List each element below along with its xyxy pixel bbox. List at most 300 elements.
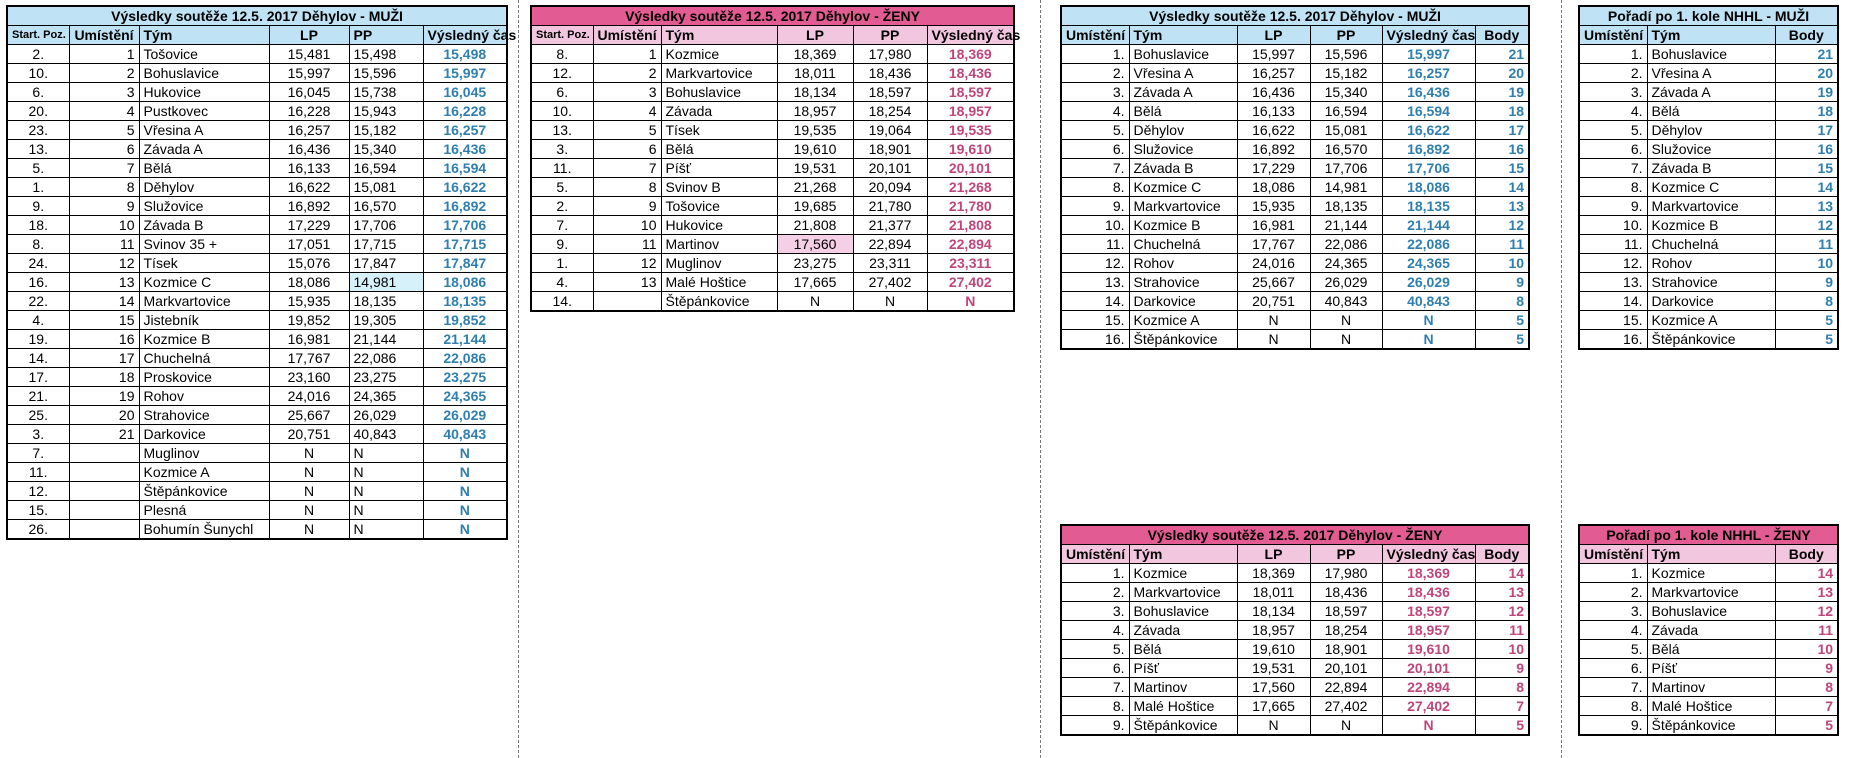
- cell-final-time: 15,498: [423, 45, 507, 64]
- table-row: [7, 45, 507, 64]
- cell-team: Strahovice: [1647, 273, 1775, 292]
- cell-final-time: N: [423, 520, 507, 540]
- cell-placement: 8.: [1579, 697, 1647, 716]
- cell-team: Děhylov: [139, 178, 269, 197]
- cell-team: Bělá: [139, 159, 269, 178]
- cell-final-time: 23,311: [927, 254, 1014, 273]
- cell-team: Hukovice: [139, 83, 269, 102]
- cell-team: Štěpánkovice: [1647, 716, 1775, 736]
- table-row: [1579, 197, 1838, 216]
- cell-right-track: 23,311: [853, 254, 927, 273]
- column-header-final-time: Výsledný čas: [423, 26, 507, 45]
- column-header-placement: Umístění: [593, 26, 661, 45]
- cell-placement: 6.: [1061, 140, 1129, 159]
- table-row: [1061, 216, 1529, 235]
- cell-team: Bohuslavice: [661, 83, 777, 102]
- cell-team: Kozmice: [1129, 564, 1237, 583]
- cell-right-track: 22,086: [349, 349, 423, 368]
- cell-left-track: N: [777, 292, 853, 312]
- table-row: [7, 425, 507, 444]
- cell-left-track: 16,436: [1237, 83, 1310, 102]
- table-row: [1579, 697, 1838, 716]
- cell-team: Štěpánkovice: [1647, 330, 1775, 350]
- cell-points: 13: [1775, 583, 1838, 602]
- cell-final-time: 26,029: [1382, 273, 1475, 292]
- cell-right-track: 20,101: [1310, 659, 1382, 678]
- table-row: [1579, 640, 1838, 659]
- cell-left-track: 17,560: [777, 235, 853, 254]
- cell-right-track: 16,570: [1310, 140, 1382, 159]
- cell-points: 11: [1775, 621, 1838, 640]
- table-row: [1579, 235, 1838, 254]
- cell-team: Bělá: [1647, 102, 1775, 121]
- cell-start-position: 9.: [7, 197, 69, 216]
- cell-start-position: 8.: [531, 45, 593, 64]
- cell-left-track: 17,229: [269, 216, 349, 235]
- cell-final-time: 16,892: [1382, 140, 1475, 159]
- cell-team: Závada: [1129, 621, 1237, 640]
- cell-points: 9: [1475, 273, 1529, 292]
- cell-final-time: 17,847: [423, 254, 507, 273]
- cell-team: Rohov: [1129, 254, 1237, 273]
- table-row: [1579, 716, 1838, 736]
- column-header-right-track: PP: [1310, 26, 1382, 45]
- cell-final-time: 21,144: [1382, 216, 1475, 235]
- cell-start-position: 15.: [7, 501, 69, 520]
- cell-placement: 3.: [1061, 602, 1129, 621]
- cell-team: Hukovice: [661, 216, 777, 235]
- cell-placement: 4.: [1579, 621, 1647, 640]
- cell-left-track: 18,086: [1237, 178, 1310, 197]
- cell-right-track: 15,943: [349, 102, 423, 121]
- cell-start-position: 6.: [531, 83, 593, 102]
- column-header-right-track: PP: [853, 26, 927, 45]
- cell-placement: 10: [69, 216, 139, 235]
- column-header-points: Body: [1475, 545, 1529, 564]
- cell-right-track: 15,081: [1310, 121, 1382, 140]
- cell-left-track: 17,560: [1237, 678, 1310, 697]
- table-row: [7, 520, 507, 540]
- cell-left-track: 16,892: [1237, 140, 1310, 159]
- cell-final-time: 18,597: [1382, 602, 1475, 621]
- cell-left-track: N: [269, 520, 349, 540]
- cell-placement: 8: [69, 178, 139, 197]
- cell-left-track: 19,610: [1237, 640, 1310, 659]
- cell-right-track: 15,340: [1310, 83, 1382, 102]
- table-row: [1579, 564, 1838, 583]
- column-header-left-track: LP: [1237, 545, 1310, 564]
- cell-right-track: 17,706: [1310, 159, 1382, 178]
- table-row: [1061, 254, 1529, 273]
- table-row: [531, 197, 1014, 216]
- cell-left-track: 21,808: [777, 216, 853, 235]
- cell-final-time: 18,135: [423, 292, 507, 311]
- cell-team: Darkovice: [1647, 292, 1775, 311]
- cell-placement: 7.: [1061, 678, 1129, 697]
- cell-placement: 4: [69, 102, 139, 121]
- cell-team: Malé Hoštice: [661, 273, 777, 292]
- cell-final-time: 15,997: [423, 64, 507, 83]
- table-row: [1061, 235, 1529, 254]
- cell-team: Bohuslavice: [1647, 602, 1775, 621]
- sheet-page-break-3: [1561, 0, 1562, 758]
- cell-right-track: 40,843: [349, 425, 423, 444]
- column-header-team: Tým: [1647, 26, 1775, 45]
- column-header-team: Tým: [1129, 545, 1237, 564]
- cell-final-time: 22,894: [1382, 678, 1475, 697]
- cell-start-position: 7.: [531, 216, 593, 235]
- cell-left-track: 19,531: [1237, 659, 1310, 678]
- cell-placement: 2.: [1579, 64, 1647, 83]
- cell-placement: 2.: [1061, 583, 1129, 602]
- cell-placement: 19: [69, 387, 139, 406]
- cell-team: Píšť: [1647, 659, 1775, 678]
- cell-start-position: 9.: [531, 235, 593, 254]
- cell-left-track: 17,767: [1237, 235, 1310, 254]
- cell-right-track: 21,377: [853, 216, 927, 235]
- cell-left-track: 15,076: [269, 254, 349, 273]
- cell-placement: 5.: [1579, 640, 1647, 659]
- cell-team: Závada A: [139, 140, 269, 159]
- cell-team: Vřesina A: [1129, 64, 1237, 83]
- table-row: [531, 273, 1014, 292]
- cell-placement: 12.: [1061, 254, 1129, 273]
- cell-left-track: 16,133: [269, 159, 349, 178]
- cell-start-position: 1.: [7, 178, 69, 197]
- cell-right-track: 17,706: [349, 216, 423, 235]
- cell-placement: 6: [69, 140, 139, 159]
- column-header-placement: Umístění: [1579, 26, 1647, 45]
- cell-placement: 15.: [1579, 311, 1647, 330]
- cell-start-position: 22.: [7, 292, 69, 311]
- cell-left-track: 18,011: [1237, 583, 1310, 602]
- cell-placement: 10.: [1579, 216, 1647, 235]
- cell-start-position: 25.: [7, 406, 69, 425]
- cell-points: 8: [1775, 678, 1838, 697]
- cell-placement: 2.: [1061, 64, 1129, 83]
- cell-points: 18: [1775, 102, 1838, 121]
- cell-start-position: 7.: [7, 444, 69, 463]
- column-header-points: Body: [1775, 545, 1838, 564]
- cell-team: Služovice: [1647, 140, 1775, 159]
- cell-placement: 15: [69, 311, 139, 330]
- cell-right-track: 17,847: [349, 254, 423, 273]
- cell-team: Plesná: [139, 501, 269, 520]
- cell-placement: 1: [69, 45, 139, 64]
- column-header-final-time: Výsledný čas: [1382, 26, 1475, 45]
- cell-placement: 3: [593, 83, 661, 102]
- cell-team: Kozmice C: [1647, 178, 1775, 197]
- header-row: [1579, 545, 1838, 564]
- cell-placement: 7: [69, 159, 139, 178]
- table-row: [1061, 102, 1529, 121]
- cell-points: 8: [1775, 292, 1838, 311]
- cell-placement: 8.: [1061, 697, 1129, 716]
- table-row: [7, 197, 507, 216]
- cell-left-track: 24,016: [269, 387, 349, 406]
- cell-left-track: N: [269, 482, 349, 501]
- women-results-title: Výsledky soutěže 12.5. 2017 Děhylov - ŽENY: [531, 6, 1014, 26]
- men-standings-table: [1578, 5, 1839, 350]
- table-row: [1579, 292, 1838, 311]
- header-row: [531, 26, 1014, 45]
- cell-left-track: 15,997: [1237, 45, 1310, 64]
- table-row: [7, 64, 507, 83]
- cell-placement: [593, 292, 661, 312]
- cell-team: Služovice: [1129, 140, 1237, 159]
- table-row: [1061, 159, 1529, 178]
- cell-final-time: N: [423, 444, 507, 463]
- table-row: [531, 292, 1014, 312]
- cell-team: Děhylov: [1647, 121, 1775, 140]
- cell-final-time: 17,706: [423, 216, 507, 235]
- table-row: [1061, 697, 1529, 716]
- cell-start-position: 12.: [7, 482, 69, 501]
- table-row: [1061, 45, 1529, 64]
- cell-left-track: N: [269, 501, 349, 520]
- cell-right-track: 17,980: [853, 45, 927, 64]
- cell-team: Děhylov: [1129, 121, 1237, 140]
- cell-points: 11: [1475, 621, 1529, 640]
- cell-left-track: 19,535: [777, 121, 853, 140]
- cell-start-position: 11.: [531, 159, 593, 178]
- cell-start-position: 26.: [7, 520, 69, 540]
- cell-right-track: 16,594: [1310, 102, 1382, 121]
- cell-points: 12: [1475, 602, 1529, 621]
- table-row: [1061, 602, 1529, 621]
- cell-team: Píšť: [1129, 659, 1237, 678]
- cell-left-track: 19,531: [777, 159, 853, 178]
- cell-placement: 13: [69, 273, 139, 292]
- cell-right-track: 40,843: [1310, 292, 1382, 311]
- cell-left-track: 16,045: [269, 83, 349, 102]
- cell-left-track: 16,981: [269, 330, 349, 349]
- cell-final-time: 20,101: [927, 159, 1014, 178]
- cell-final-time: 18,086: [1382, 178, 1475, 197]
- cell-right-track: 15,340: [349, 140, 423, 159]
- cell-team: Kozmice C: [1129, 178, 1237, 197]
- cell-final-time: N: [423, 463, 507, 482]
- cell-placement: 2: [593, 64, 661, 83]
- cell-right-track: 16,570: [349, 197, 423, 216]
- cell-left-track: 19,685: [777, 197, 853, 216]
- cell-placement: 3.: [1579, 83, 1647, 102]
- cell-left-track: 18,011: [777, 64, 853, 83]
- cell-team: Závada A: [1647, 83, 1775, 102]
- table-row: [1061, 273, 1529, 292]
- cell-points: 10: [1475, 254, 1529, 273]
- cell-left-track: 17,229: [1237, 159, 1310, 178]
- cell-left-track: 17,665: [777, 273, 853, 292]
- table-row: [1061, 716, 1529, 736]
- cell-team: Bělá: [661, 140, 777, 159]
- men-points-title: Výsledky soutěže 12.5. 2017 Děhylov - MUŽI: [1061, 6, 1529, 26]
- cell-points: 19: [1775, 83, 1838, 102]
- cell-right-track: N: [349, 463, 423, 482]
- cell-team: Bohuslavice: [1129, 602, 1237, 621]
- cell-points: 5: [1475, 716, 1529, 736]
- cell-left-track: 16,257: [1237, 64, 1310, 83]
- cell-team: Služovice: [139, 197, 269, 216]
- table-row: [531, 216, 1014, 235]
- cell-team: Píšť: [661, 159, 777, 178]
- column-header-left-track: LP: [1237, 26, 1310, 45]
- cell-right-track: 17,980: [1310, 564, 1382, 583]
- men-points-table: [1060, 5, 1530, 350]
- table-row: [1579, 64, 1838, 83]
- cell-final-time: 18,369: [927, 45, 1014, 64]
- cell-points: 20: [1475, 64, 1529, 83]
- cell-right-track: N: [1310, 716, 1382, 736]
- cell-left-track: N: [1237, 716, 1310, 736]
- cell-placement: 6.: [1579, 659, 1647, 678]
- cell-points: 12: [1775, 216, 1838, 235]
- table-row: [1061, 64, 1529, 83]
- column-header-right-track: PP: [349, 26, 423, 45]
- cell-start-position: 13.: [7, 140, 69, 159]
- cell-team: Markvartovice: [1647, 197, 1775, 216]
- cell-placement: [69, 444, 139, 463]
- cell-points: 5: [1475, 311, 1529, 330]
- cell-final-time: 21,808: [927, 216, 1014, 235]
- cell-left-track: 15,935: [1237, 197, 1310, 216]
- cell-team: Chuchelná: [1129, 235, 1237, 254]
- cell-placement: 1.: [1061, 45, 1129, 64]
- cell-final-time: 16,257: [1382, 64, 1475, 83]
- cell-left-track: 23,160: [269, 368, 349, 387]
- cell-points: 13: [1475, 583, 1529, 602]
- cell-placement: 6.: [1061, 659, 1129, 678]
- cell-right-track: 22,086: [1310, 235, 1382, 254]
- cell-final-time: 18,369: [1382, 564, 1475, 583]
- cell-placement: 3: [69, 83, 139, 102]
- cell-final-time: 19,610: [927, 140, 1014, 159]
- cell-placement: 7.: [1579, 159, 1647, 178]
- table-row: [1579, 602, 1838, 621]
- cell-start-position: 2.: [531, 197, 593, 216]
- cell-right-track: 15,182: [1310, 64, 1382, 83]
- cell-right-track: 15,498: [349, 45, 423, 64]
- header-row: [7, 26, 507, 45]
- cell-placement: 14.: [1061, 292, 1129, 311]
- table-row: [1061, 178, 1529, 197]
- sheet-page-break-1: [518, 0, 519, 758]
- table-row: [1061, 197, 1529, 216]
- cell-placement: 12.: [1579, 254, 1647, 273]
- cell-right-track: 18,135: [349, 292, 423, 311]
- table-row: [7, 311, 507, 330]
- cell-points: 7: [1775, 697, 1838, 716]
- women-points-title: Výsledky soutěže 12.5. 2017 Děhylov - ŽENY: [1061, 525, 1529, 545]
- cell-left-track: 25,667: [269, 406, 349, 425]
- cell-final-time: 18,086: [423, 273, 507, 292]
- cell-right-track: 26,029: [1310, 273, 1382, 292]
- cell-final-time: 16,257: [423, 121, 507, 140]
- cell-right-track: N: [1310, 311, 1382, 330]
- cell-team: Štěpánkovice: [1129, 330, 1237, 350]
- cell-right-track: 14,981: [1310, 178, 1382, 197]
- table-row: [1061, 678, 1529, 697]
- cell-final-time: 21,268: [927, 178, 1014, 197]
- cell-placement: [69, 501, 139, 520]
- cell-final-time: 19,610: [1382, 640, 1475, 659]
- cell-left-track: 17,665: [1237, 697, 1310, 716]
- cell-placement: 2: [69, 64, 139, 83]
- cell-team: Kozmice B: [1129, 216, 1237, 235]
- cell-team: Bohumín Šunychl: [139, 520, 269, 540]
- table-row: [1579, 659, 1838, 678]
- cell-placement: 16: [69, 330, 139, 349]
- cell-left-track: N: [1237, 311, 1310, 330]
- cell-placement: 12: [593, 254, 661, 273]
- cell-left-track: 15,481: [269, 45, 349, 64]
- cell-final-time: N: [1382, 716, 1475, 736]
- cell-placement: 9.: [1061, 197, 1129, 216]
- cell-placement: 15.: [1061, 311, 1129, 330]
- cell-points: 15: [1475, 159, 1529, 178]
- cell-left-track: 16,892: [269, 197, 349, 216]
- cell-left-track: 20,751: [1237, 292, 1310, 311]
- cell-points: 10: [1775, 640, 1838, 659]
- cell-start-position: 6.: [7, 83, 69, 102]
- cell-team: Kozmice: [661, 45, 777, 64]
- cell-left-track: 18,957: [777, 102, 853, 121]
- column-header-points: Body: [1475, 26, 1529, 45]
- cell-right-track: N: [349, 444, 423, 463]
- table-row: [1061, 330, 1529, 350]
- cell-points: 9: [1775, 273, 1838, 292]
- cell-points: 14: [1775, 564, 1838, 583]
- cell-placement: [69, 520, 139, 540]
- cell-start-position: 3.: [531, 140, 593, 159]
- column-header-final-time: Výsledný čas: [1382, 545, 1475, 564]
- cell-start-position: 23.: [7, 121, 69, 140]
- cell-final-time: 24,365: [423, 387, 507, 406]
- cell-final-time: 17,715: [423, 235, 507, 254]
- cell-right-track: 27,402: [853, 273, 927, 292]
- men-results-title: Výsledky soutěže 12.5. 2017 Děhylov - MUŽI: [7, 6, 507, 26]
- cell-left-track: 19,852: [269, 311, 349, 330]
- cell-placement: 11.: [1579, 235, 1647, 254]
- cell-placement: 2.: [1579, 583, 1647, 602]
- cell-final-time: 16,622: [423, 178, 507, 197]
- table-row: [1579, 583, 1838, 602]
- table-row: [7, 235, 507, 254]
- cell-points: 5: [1475, 330, 1529, 350]
- cell-final-time: 21,780: [927, 197, 1014, 216]
- cell-right-track: 21,144: [1310, 216, 1382, 235]
- cell-final-time: N: [423, 482, 507, 501]
- cell-start-position: 21.: [7, 387, 69, 406]
- cell-placement: 9.: [1579, 716, 1647, 736]
- women-points-table: [1060, 524, 1530, 736]
- cell-final-time: 40,843: [423, 425, 507, 444]
- cell-left-track: 24,016: [1237, 254, 1310, 273]
- cell-points: 13: [1475, 197, 1529, 216]
- table-row: [531, 159, 1014, 178]
- cell-right-track: 26,029: [349, 406, 423, 425]
- cell-points: 9: [1775, 659, 1838, 678]
- cell-team: Martinov: [1647, 678, 1775, 697]
- cell-placement: 16.: [1579, 330, 1647, 350]
- cell-right-track: 27,402: [1310, 697, 1382, 716]
- cell-placement: [69, 463, 139, 482]
- cell-start-position: 11.: [7, 463, 69, 482]
- header-row: [1061, 545, 1529, 564]
- column-header-left-track: LP: [777, 26, 853, 45]
- cell-start-position: 1.: [531, 254, 593, 273]
- column-header-placement: Umístění: [1579, 545, 1647, 564]
